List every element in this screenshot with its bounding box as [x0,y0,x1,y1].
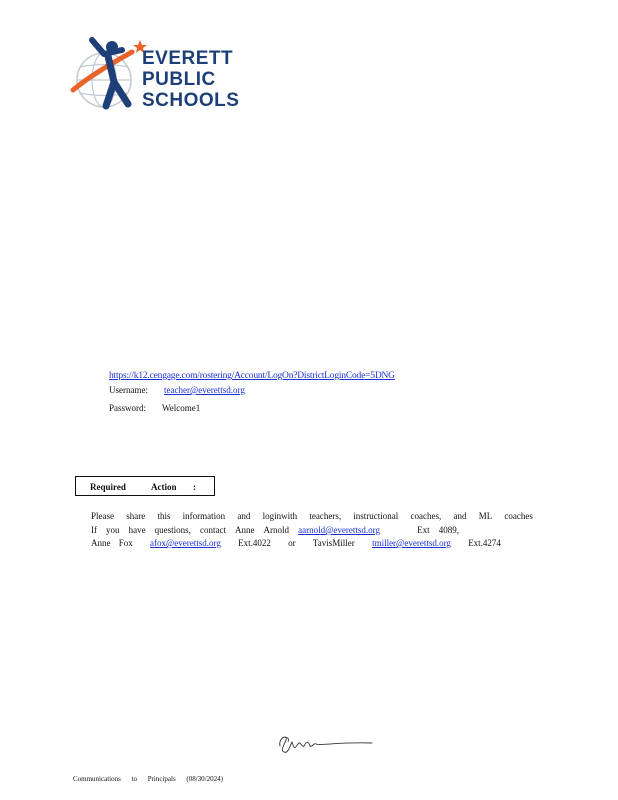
word: Anne [235,525,255,535]
username-link[interactable]: teacher@everettsd.org [164,385,245,395]
email-aarnold-link[interactable]: aarnold@everettsd.org [298,525,380,535]
action-word: Action [151,482,177,492]
bullet-item-share-info [91,511,533,521]
contact-name: Anne Fox [91,538,133,548]
email-afox-link[interactable]: afox@everettsd.org [150,538,221,548]
contact-name: TavisMiller [312,538,355,548]
word: instructional [353,511,399,521]
word: you [106,525,120,535]
word: or [288,538,296,548]
word: coaches [504,511,533,521]
password-value: Welcome1 [162,403,201,413]
bullet-item-contacts [91,525,459,535]
word: Arnold [263,525,290,535]
footer-date: (08/30/2024) [186,775,223,783]
word: this [157,511,171,521]
footer-word: Principals [147,775,176,783]
logo-text-public: PUBLIC [142,69,216,90]
word: and [453,511,467,521]
logo-wordmark [142,48,239,111]
district-logo [70,34,255,114]
word: Ext [417,525,430,535]
word: If [91,525,97,535]
required-action-box [75,476,215,496]
footer-word: to [131,775,137,783]
word: teachers, [309,511,342,521]
word: coaches, [410,511,442,521]
bullet-item-contacts-line2 [91,538,501,548]
word: share [126,511,146,521]
page-footer [73,775,223,783]
word: information [182,511,226,521]
word: contact [199,525,226,535]
logo-text-schools: SCHOOLS [142,90,240,111]
word: Please [91,511,114,521]
word: questions, [154,525,191,535]
login-url-link[interactable]: https://k12.cengage.com/rostering/Account/LogOn?DistrictLoginCode=5DNG [109,371,395,381]
word: have [128,525,146,535]
footer-word: Communications [73,775,121,783]
username-label: Username: [109,385,148,395]
word: and [237,511,251,521]
word: loginwith [262,511,298,521]
logo-text-everett: EVERETT [142,48,234,69]
password-label: Password: [109,403,147,413]
required-word: Required [90,482,126,492]
word: ML [478,511,493,521]
word: 4089, [438,525,459,535]
email-tmiller-link[interactable]: tmiller@everettsd.org [372,538,451,548]
signature-image [276,730,376,756]
extension: Ext.4274 [468,538,501,548]
required-colon: : [193,482,196,492]
extension: Ext.4022 [238,538,271,548]
globe-runner-icon [70,34,150,114]
